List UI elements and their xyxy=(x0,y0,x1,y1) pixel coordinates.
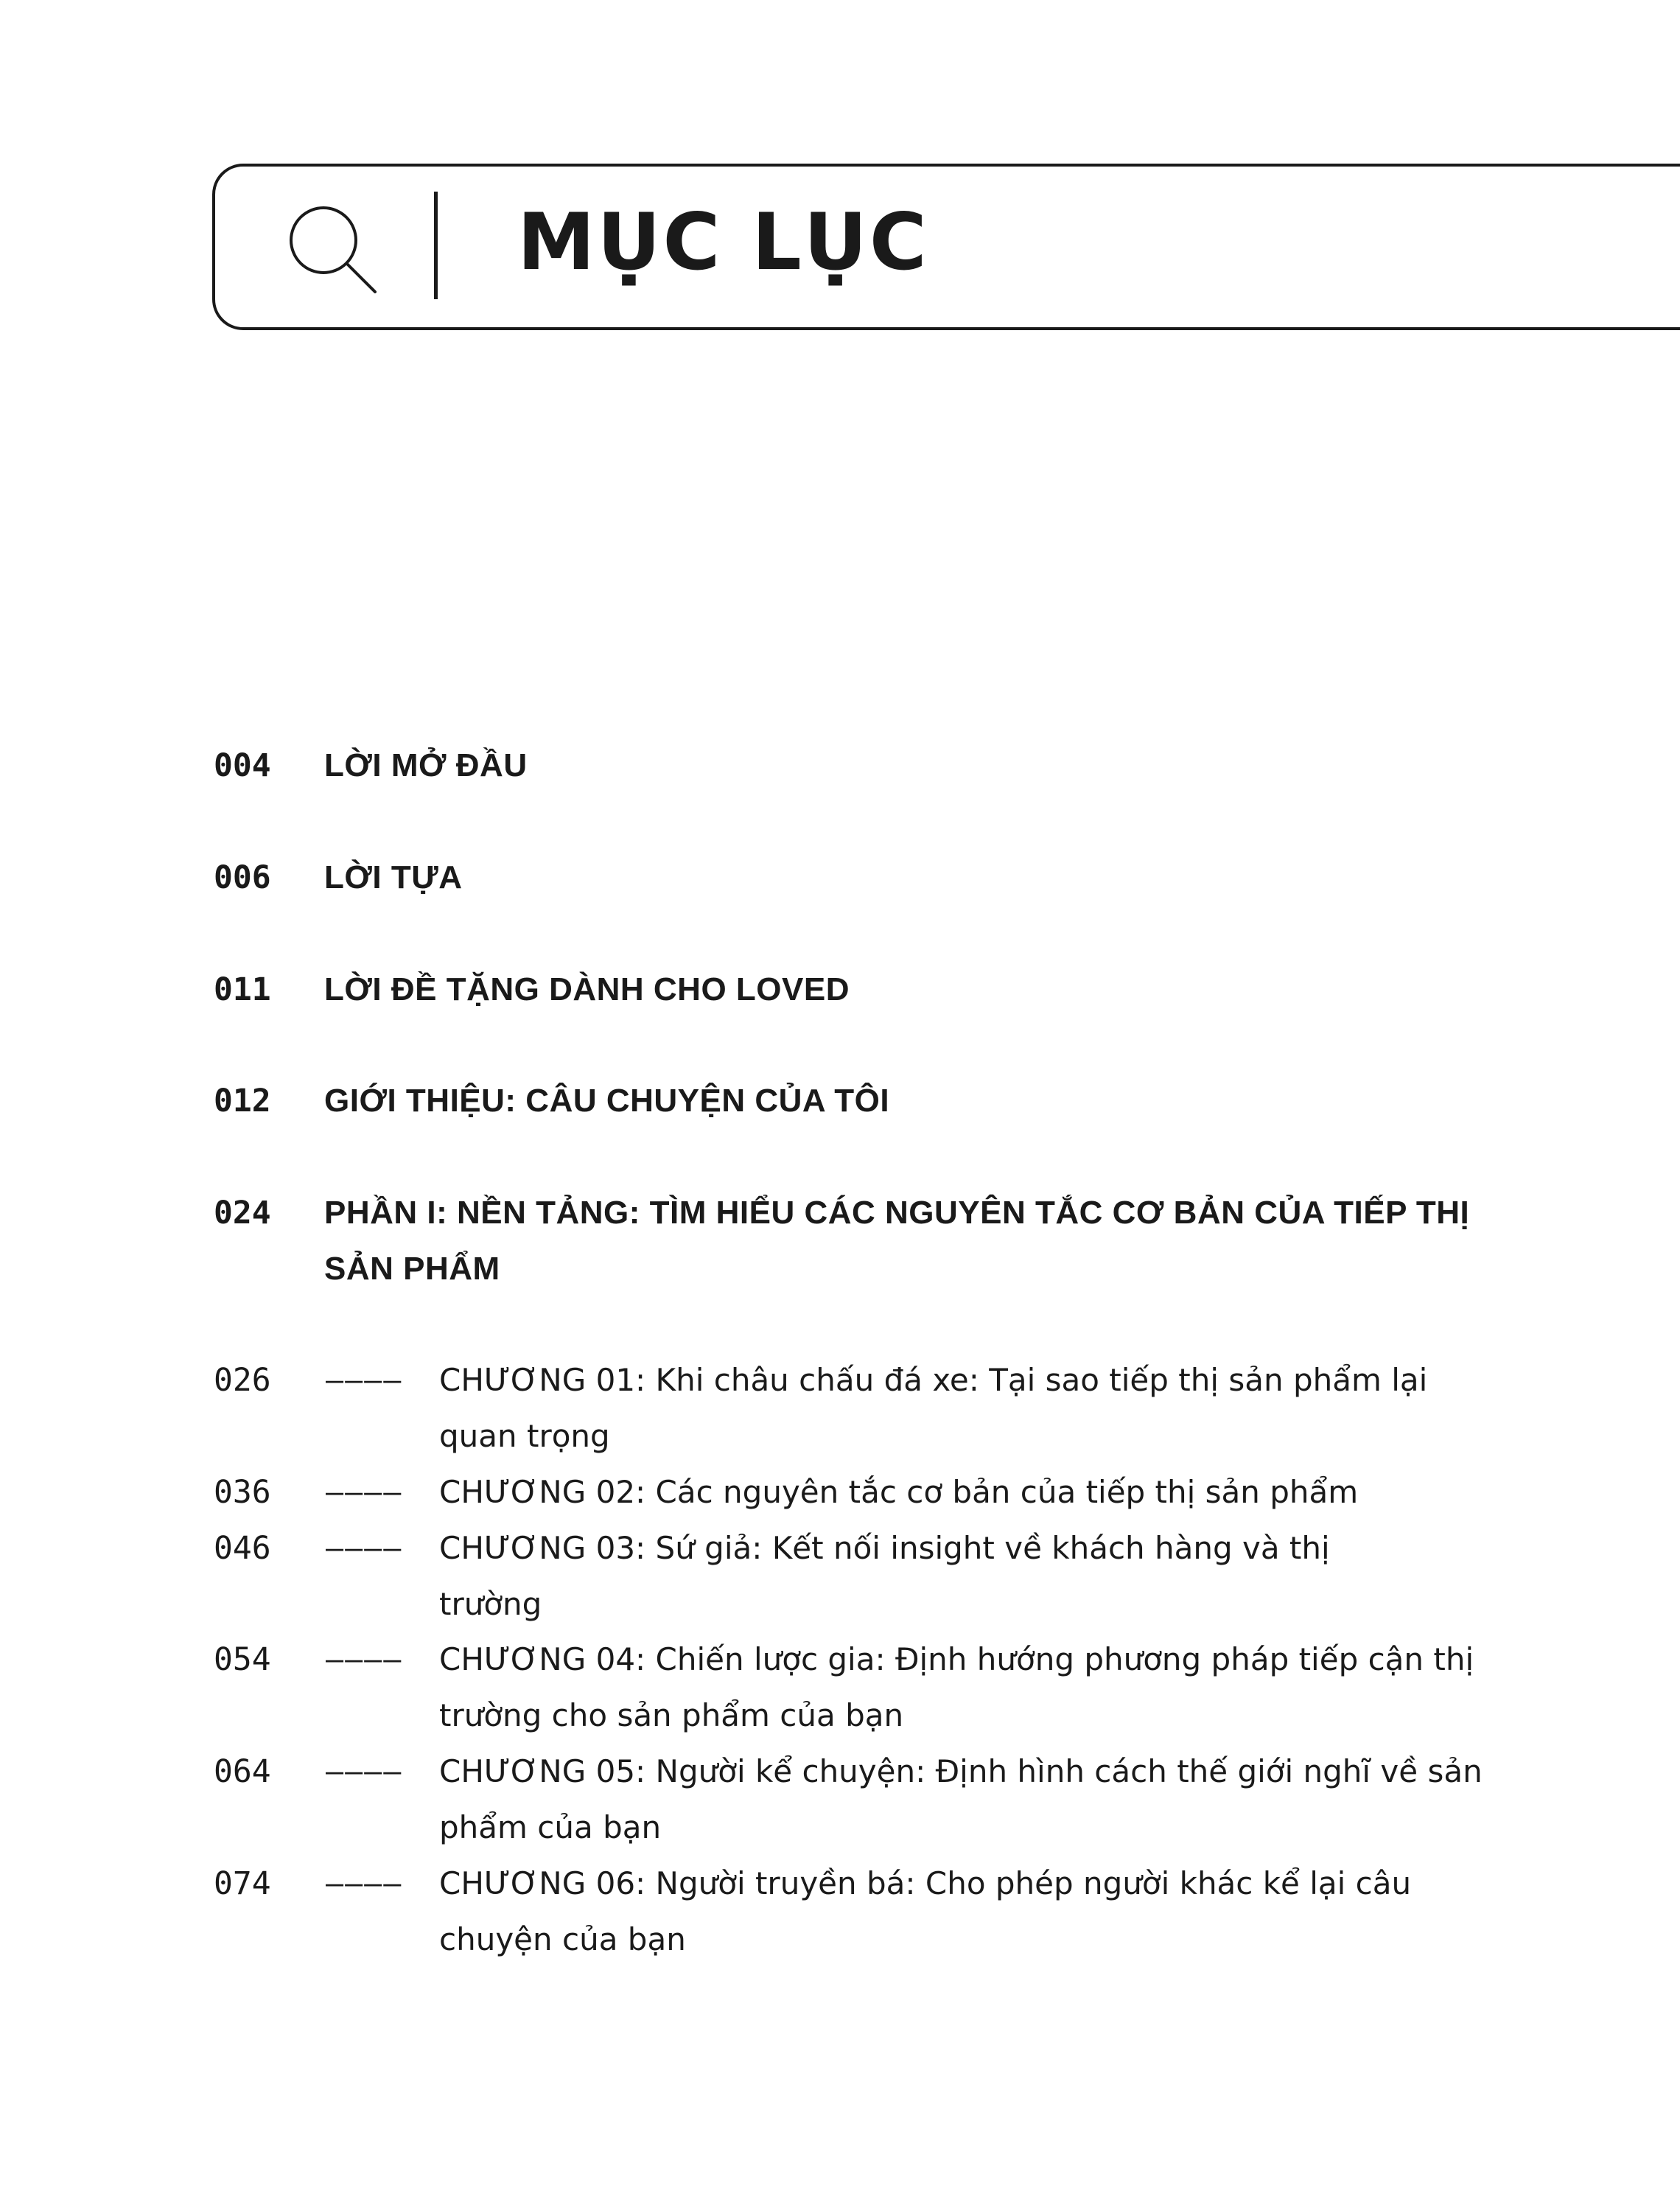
toc-page-number: 074 xyxy=(214,1865,271,1902)
toc-leader-dashes: –––– xyxy=(326,1475,403,1509)
toc-leader-dashes: –––– xyxy=(326,1755,403,1789)
toc-page-number: 011 xyxy=(214,971,271,1008)
toc-entry-title: PHẦN I: NỀN TẢNG: TÌM HIỂU CÁC NGUYÊN TẮC CƠ BẢN CỦA TIẾP THỊ SẢN PHẨM xyxy=(324,1195,1470,1287)
toc-entry-title: GIỚI THIỆU: CÂU CHUYỆN CỦA TÔI xyxy=(324,1083,890,1119)
toc-chapter-title: CHƯƠNG 01: Khi châu chấu đá xe: Tại sao tiếp thị sản phẩm lại quan trọng xyxy=(439,1362,1428,1454)
toc-leader-dashes: –––– xyxy=(326,1531,403,1565)
toc-page-number: 004 xyxy=(214,747,271,784)
title-divider xyxy=(434,192,438,299)
toc-page-number: 064 xyxy=(214,1753,271,1790)
toc-page-number: 054 xyxy=(214,1641,271,1678)
toc-chapter-title: CHƯƠNG 05: Người kể chuyện: Định hình cách thế giới nghĩ về sản phẩm của bạn xyxy=(439,1753,1483,1845)
toc-page-number: 024 xyxy=(214,1195,271,1231)
toc-leader-dashes: –––– xyxy=(326,1643,403,1677)
toc-leader-dashes: –––– xyxy=(326,1867,403,1901)
toc-page-number: 046 xyxy=(214,1530,271,1567)
toc-entry-title: LỜI TỰA xyxy=(324,859,463,895)
toc-chapter-title: CHƯƠNG 03: Sứ giả: Kết nối insight về khách hàng và thị trường xyxy=(439,1530,1330,1622)
toc-chapter-title: CHƯƠNG 06: Người truyền bá: Cho phép người khác kể lại câu chuyện của bạn xyxy=(439,1865,1412,1957)
toc-page-number: 006 xyxy=(214,859,271,896)
toc-page-number: 012 xyxy=(214,1083,271,1119)
toc-page-number: 026 xyxy=(214,1362,271,1399)
title-search-bar xyxy=(212,164,1680,330)
toc-chapter-title: CHƯƠNG 02: Các nguyên tắc cơ bản của tiếp thị sản phẩm xyxy=(439,1474,1359,1510)
toc-entry-title: LỜI MỞ ĐẦU xyxy=(324,747,528,783)
toc-leader-dashes: –––– xyxy=(326,1363,403,1397)
toc-chapter-title: CHƯƠNG 04: Chiến lược gia: Định hướng phương pháp tiếp cận thị trường cho sản phẩm của bạn xyxy=(439,1641,1474,1733)
search-icon xyxy=(285,202,381,298)
page-title: MỤC LỤC xyxy=(517,197,929,287)
toc-page-number: 036 xyxy=(214,1474,271,1511)
toc-entry-title: LỜI ĐỀ TẶNG DÀNH CHO LOVED xyxy=(324,971,850,1007)
